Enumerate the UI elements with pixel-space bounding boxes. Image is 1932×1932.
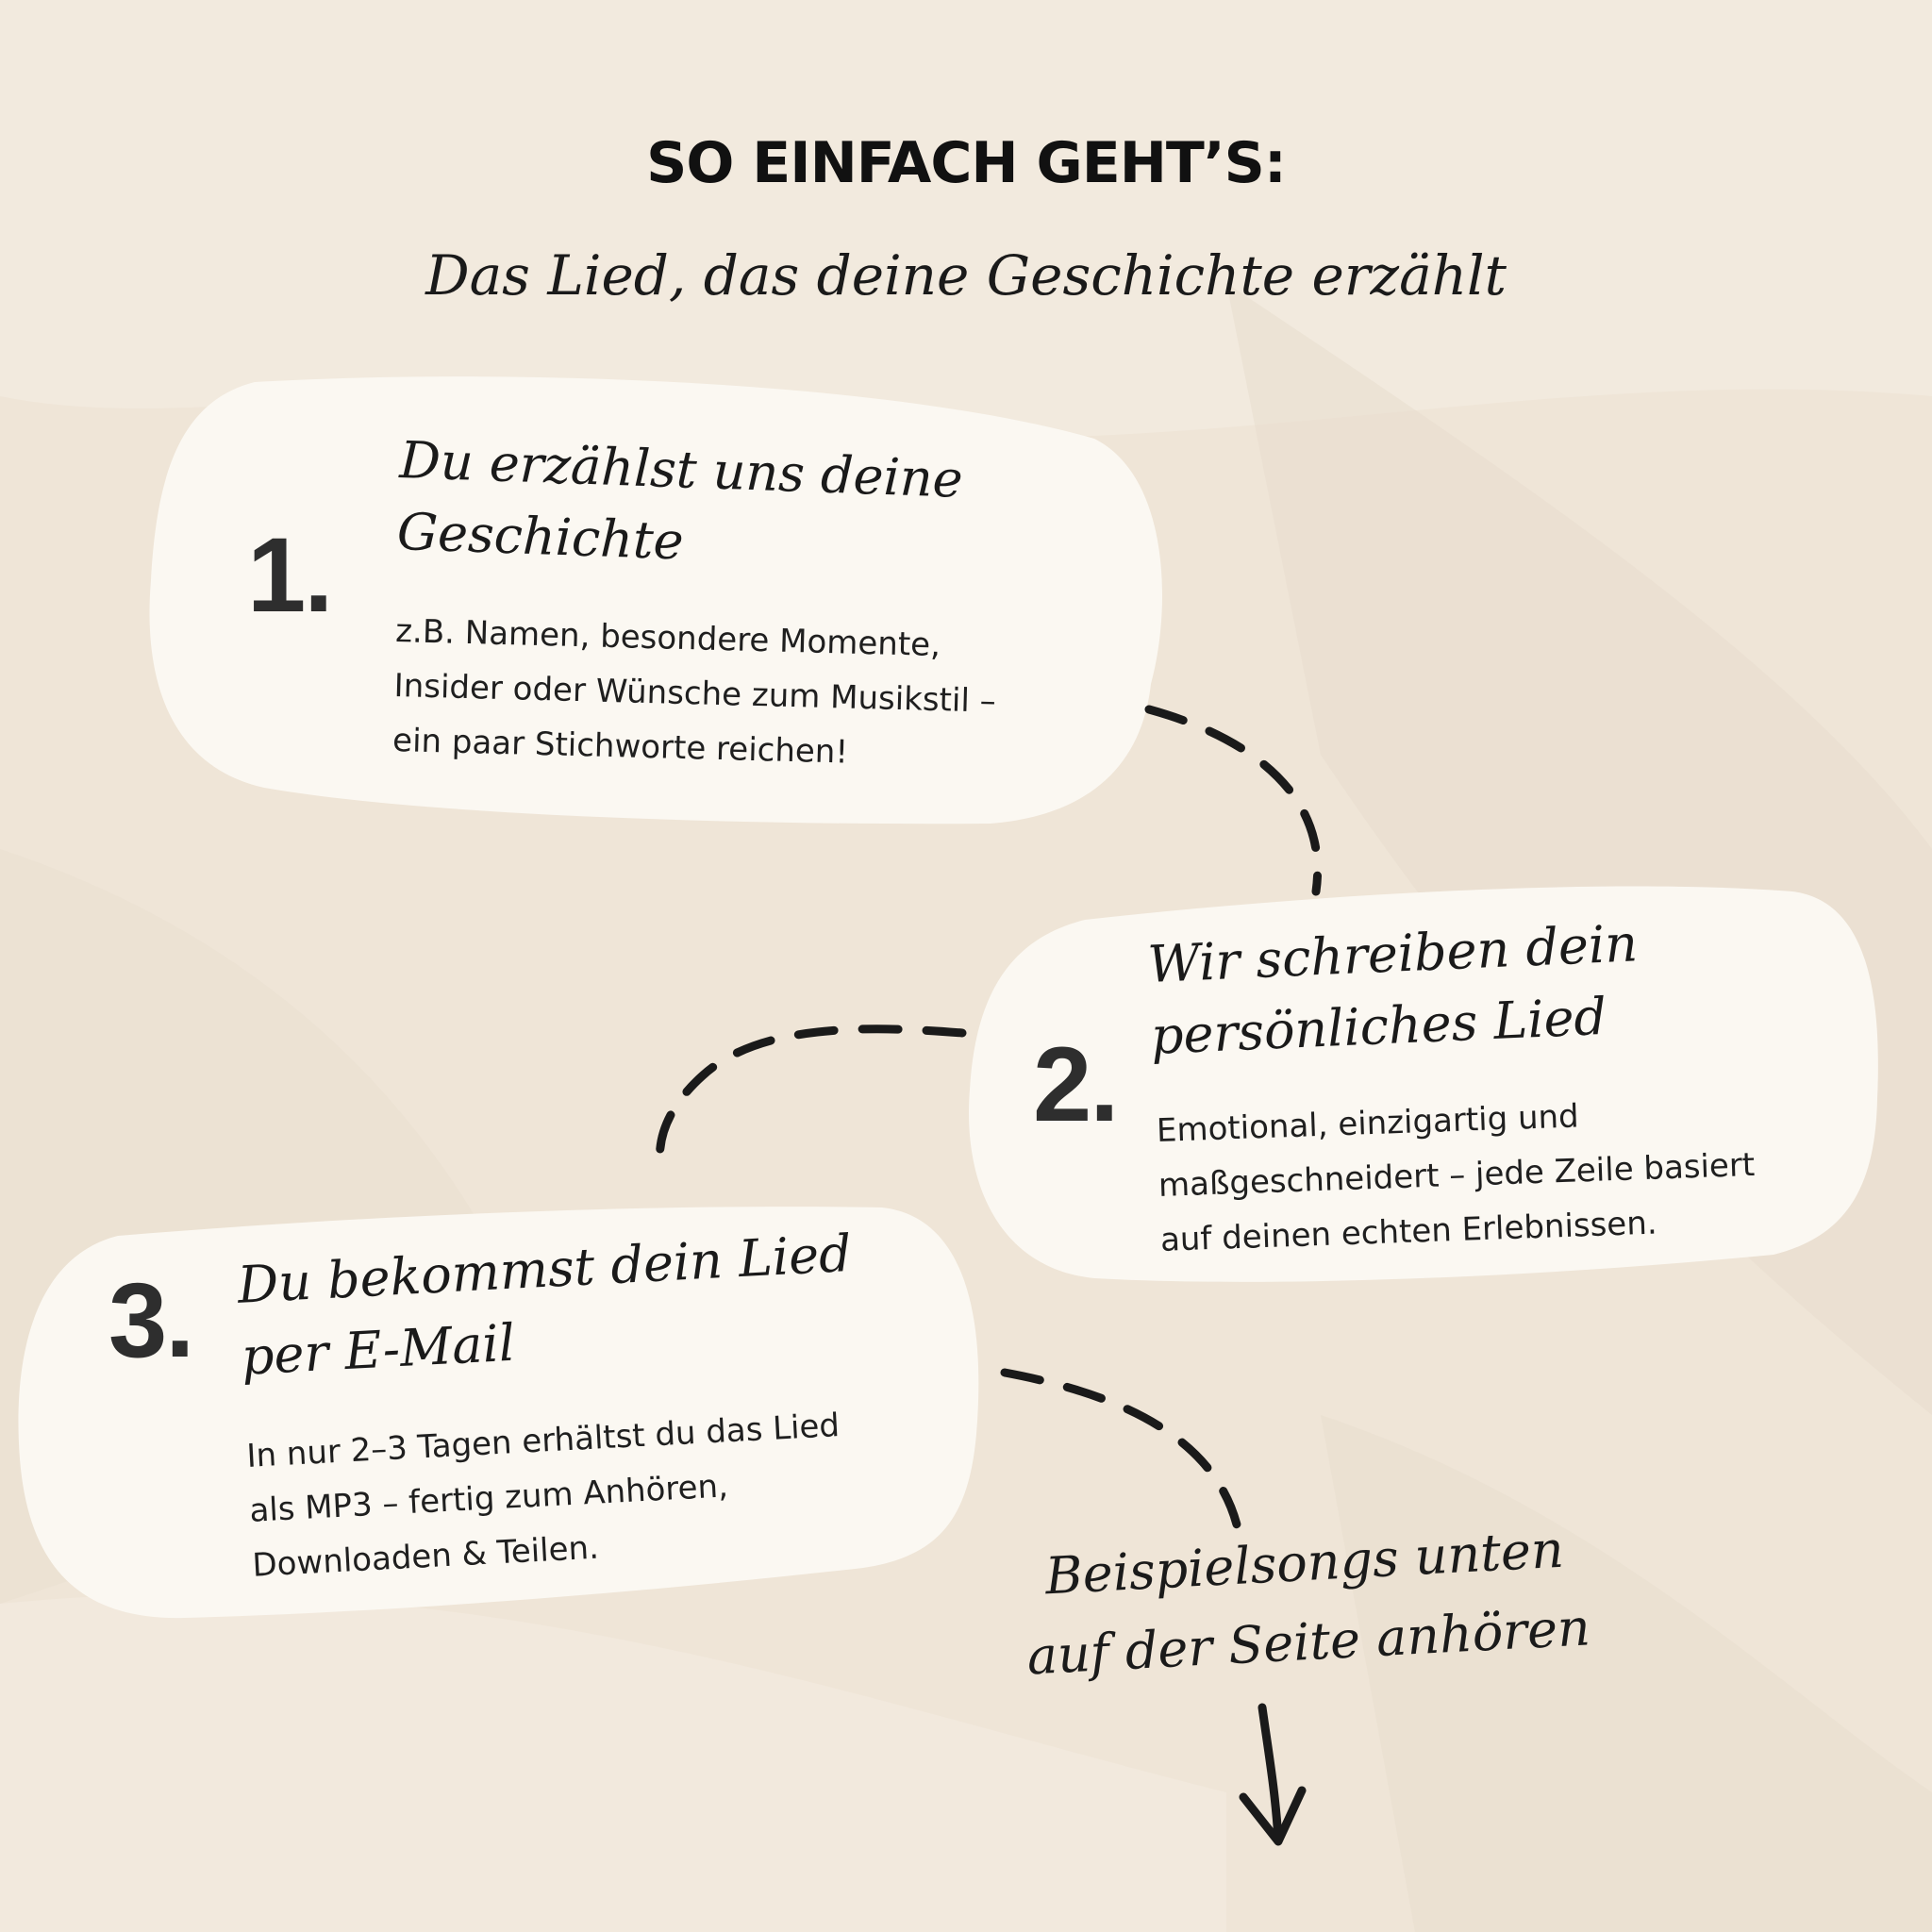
step-title-line-2: per E-Mail <box>240 1312 517 1387</box>
step-title-line-1: Du bekommst dein Lied <box>236 1223 854 1315</box>
step-card-1 <box>142 373 1170 825</box>
step-card-3 <box>14 1198 986 1623</box>
step-title-line-1: Wir schreiben dein <box>1146 913 1640 994</box>
step-desc-line-1: z.B. Namen, besondere Momente, <box>394 611 941 665</box>
step-number: 3. <box>108 1261 193 1379</box>
step-desc-line-2: Insider oder Wünsche zum Musikstil – <box>393 666 997 721</box>
step-title <box>1146 908 1642 1073</box>
hint-line-1: Beispielsongs unten <box>1043 1519 1566 1607</box>
step-number: 1. <box>247 516 332 634</box>
hint-line-2: auf der Seite anhören <box>1025 1597 1592 1687</box>
page-subtitle: Das Lied, das deine Geschichte erzählt <box>425 243 1507 308</box>
step-desc-line-1: In nur 2–3 Tagen erhältst du das Lied <box>245 1407 841 1475</box>
step-description <box>245 1398 846 1593</box>
step-title-line-2: persönliches Lied <box>1149 986 1608 1066</box>
step-desc-line-2: als MP3 – fertig zum Anhören, <box>248 1467 729 1530</box>
step-description <box>1156 1083 1757 1268</box>
step-desc-line-3: ein paar Stichworte reichen! <box>391 721 849 772</box>
step-title-line-1: Du erzählst uns deine <box>398 429 964 509</box>
page-title: SO EINFACH GEHT’S: <box>646 130 1286 196</box>
step-desc-line-2: maßgeschneidert – jede Zeile basiert <box>1158 1145 1756 1205</box>
step-number: 2. <box>1033 1025 1118 1143</box>
step-desc-line-3: auf deinen echten Erlebnissen. <box>1159 1204 1658 1259</box>
step-description <box>391 604 997 784</box>
step-desc-line-3: Downloaden & Teilen. <box>251 1528 600 1585</box>
step-title-line-2: Geschichte <box>395 501 685 572</box>
step-card-2 <box>962 882 1882 1288</box>
step-title <box>396 425 964 588</box>
example-songs-hint <box>1010 1508 1603 1697</box>
step-desc-line-1: Emotional, einzigartig und <box>1156 1097 1580 1150</box>
